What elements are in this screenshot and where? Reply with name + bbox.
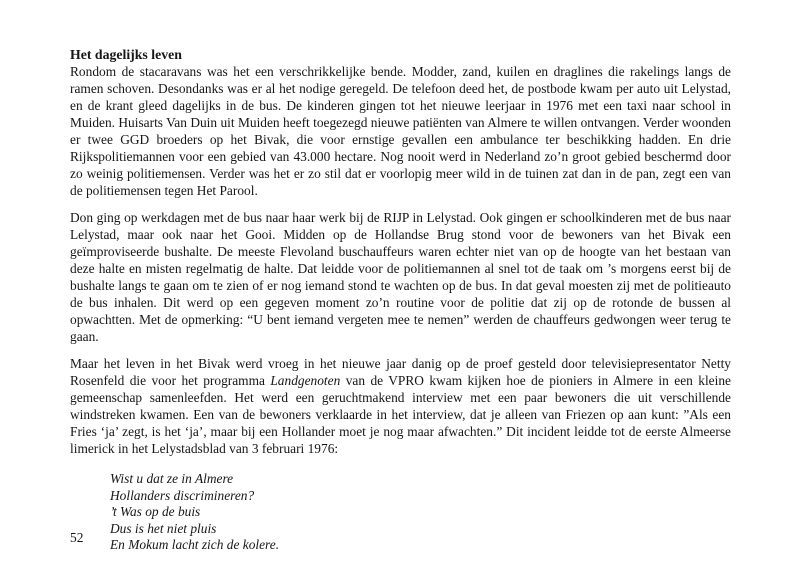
program-title-landgenoten: Landgenoten (270, 373, 341, 388)
paragraph-bus-stop: Don ging op werkdagen met de bus naar haar werk bij de RIJP in Lelystad. Ook gingen er schoolkinderen met de bus naar Lelystad, maar ook naar het Gooi. Midden op de Hollandse Brug stond voor de bewoners van het Bivak een geïmproviseerde bushalte. De meeste Flevoland buschauffeurs waren echter niet van op de hoogte van het bestaan van deze halte en misten regelmatig de halte. Dat leidde voor de politiemannen al snel tot de taak om ’s morgens eerst bij de bushalte langs te gaan om te zien of er nog iemand stond te wachten op de bus. In dat geval moesten zij met de politieauto de bus inhalen. Dit werd op een gegeven moment zo’n routine voor de politie dat zij op de rotonde de bussen al opwachtten. Met de opmerking: “U bent iemand vergeten mee te nemen” werden de chauffeurs gedwongen weer terug te gaan. (70, 210, 731, 344)
page-title: Het dagelijks leven (70, 47, 182, 62)
poem-line-2: Hollanders discrimineren? (110, 487, 255, 503)
poem-line-5: En Mokum lacht zich de kolere. (110, 537, 280, 552)
paragraph-daily-life: Rondom de stacaravans was het een verschrikkelijke bende. Modder, zand, kuilen en draglines die rakelings langs de ramen schoven. Desondanks was er al het nodige geregeld. De telefoon deed het, de postbode kwam per auto uit Lelystad, en de krant gleed dagelijks in de bus. De kinderen gingen tot het nieuwe leerjaar in 1976 met een taxi naar school in Muiden. Huisarts Van Duin uit Muiden heeft toegezegd nieuwe patiënten van Almere te willen ontvangen. Verder woonden er twee GGD broeders op het Bivak, die voor ernstige gevallen een ambulance ter beschikking hadden. En drie Rijkspolitiemannen voor een gebied van 43.000 hectare. Nog nooit werd in Nederland zo’n groot gebied beschermd door zo weinig politiemensen. Verder was het er zo stil dat er voorlopig meer wild in de tuinen zat dan in de pan, zegt een van de politiemensen tegen Het Parool. (70, 64, 731, 198)
paragraph-interview (70, 355, 731, 457)
poem-line-1: Wist u dat ze in Almere (110, 471, 234, 486)
poem-line-3: ’t Was op de buis (110, 504, 201, 519)
poem-line-4: Dus is het niet pluis (110, 520, 217, 536)
limerick-poem (110, 471, 731, 554)
paragraph-interview-text-cont: van de VPRO kwam kijken hoe de pioniers in Almere in een kleine gemeenschap samenleefden. Het werd een geruchtmakend interview met een paar bewoners die uit verschillende windstreken kwamen. Een van de bewoners verklaarde in het interview, dat je alleen van Friezen op aan kunt: ”Als een Fries ‘ja’ zegt, is het ‘ja’, maar bij een Hollander moet je nog maar afwachten.” Dit incident leidde tot de eerste Almeerse limerick in het Lelystadsblad van 3 februari 1976: (70, 373, 731, 456)
paragraph-interview-text: Maar het leven in het Bivak werd vroeg in het nieuwe jaar danig op de proef gesteld door televisiepresentator Netty Rosenfeld die voor het programma (70, 356, 731, 388)
page-number: 52 (70, 530, 84, 545)
